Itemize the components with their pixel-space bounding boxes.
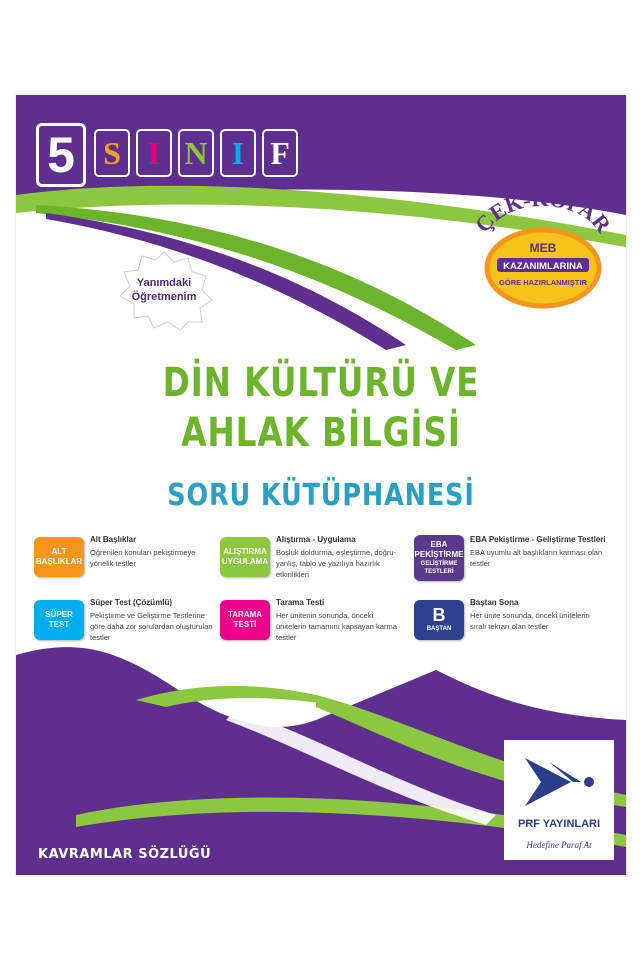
feature-title: Alt Başlıklar [90, 535, 137, 544]
publisher-slogan: Hedefine Paraf At [526, 840, 592, 850]
feature-title: Süper Test (Çözümlü) [90, 598, 173, 607]
grade-letter-f: F [262, 129, 298, 177]
feature-description: EBA uyumlu alt başlıkların karması olan testler [470, 548, 603, 568]
feature-tag-text: TEST [48, 620, 70, 629]
feature-super-test [34, 598, 219, 656]
cek-kopar-text: ÇEK-KOPAR [469, 190, 617, 238]
book-title-line2: AHLAK BİLGİSİ [181, 410, 461, 456]
feature-description: Öğrenilen konuları pekiştirmeye yönelik testler [90, 548, 196, 568]
feature-alistirma [220, 535, 405, 593]
badge-line2: GÖRE HAZIRLANMIŞTIR [499, 278, 587, 287]
grade-letter-s: S [94, 129, 130, 177]
feature-title: Alıştırma - Uygulama [276, 535, 356, 544]
feature-tag-text: EBA [430, 540, 448, 549]
grade-letters [94, 129, 298, 177]
meb-badge [469, 190, 617, 310]
feature-description: Her ünitenin sonunda, önceki ünitelerin tamamını kapsayan karma testler [276, 611, 397, 642]
grade-number: 5 [36, 123, 86, 187]
kavramlar-sozlugu-label: KAVRAMLAR SÖZLÜĞÜ [38, 847, 212, 862]
grade-letter-i1: I [136, 129, 172, 177]
feature-tag-text: B [432, 605, 446, 625]
feature-title: EBA Pekiştirme - Geliştirme Testleri [470, 535, 606, 544]
feature-eba [414, 535, 606, 593]
feature-tag-text: TESTİ [233, 620, 257, 629]
feature-tag-text: ALIŞTIRMA [223, 547, 267, 556]
teacher-line1: Yanımdaki [136, 277, 192, 289]
feature-tag [414, 535, 464, 581]
feature-tag-text: TARAMA [227, 610, 263, 619]
feature-tag-text: SÜPER [45, 610, 73, 619]
feature-alt-basliklar [34, 535, 219, 593]
feature-description: Boşluk doldurma, eşleştirme, doğru-yanlış, tablo ve yazılıya hazırlık etkinlikleri [276, 548, 397, 579]
feature-tag [220, 537, 270, 577]
feature-tag [414, 600, 464, 640]
feature-description: Her ünite sonunda, önceki ünitelerin sıralı tekrarı olan testler [470, 611, 590, 631]
feature-tag [34, 600, 84, 640]
grade-letter-n: N [178, 129, 214, 177]
teacher-badge [114, 250, 214, 330]
feature-tag-text: BAŞTAN [426, 626, 452, 632]
feature-title: Baştan Sona [470, 598, 519, 607]
book-title-line1: DİN KÜLTÜRÜ VE [162, 360, 480, 406]
teacher-line2: Öğretmenim [131, 291, 197, 303]
feature-title: Tarama Testi [276, 598, 325, 607]
publisher-name: PRF YAYINLARI [517, 818, 601, 830]
feature-tag-text: UYGULAMA [221, 557, 269, 566]
feature-tarama-testi [220, 598, 405, 656]
prf-arrow-icon [519, 748, 599, 814]
feature-bastan-sona [414, 598, 599, 656]
book-subtitle: SORU KÜTÜPHANESİ [167, 478, 475, 513]
feature-tag [220, 600, 270, 640]
feature-tag-text: BAŞLIKLAR [35, 557, 83, 566]
badge-line1: KAZANIMLARINA [503, 261, 583, 272]
feature-tag [34, 537, 84, 577]
book-cover [16, 95, 626, 875]
feature-description: Pekiştirme ve Geliştirme Testlerine göre daha zor sorulardan oluşturulan testler [90, 611, 213, 642]
grade-letter-i2: I [220, 129, 256, 177]
feature-tag-text: ALT [51, 547, 67, 556]
meb-text: MEB [529, 241, 557, 255]
feature-tag-text: PEKİŞTİRME [414, 550, 464, 559]
feature-tag-text: GELİŞTİRME TESTLERİ [420, 561, 458, 575]
publisher-logo [504, 740, 614, 860]
